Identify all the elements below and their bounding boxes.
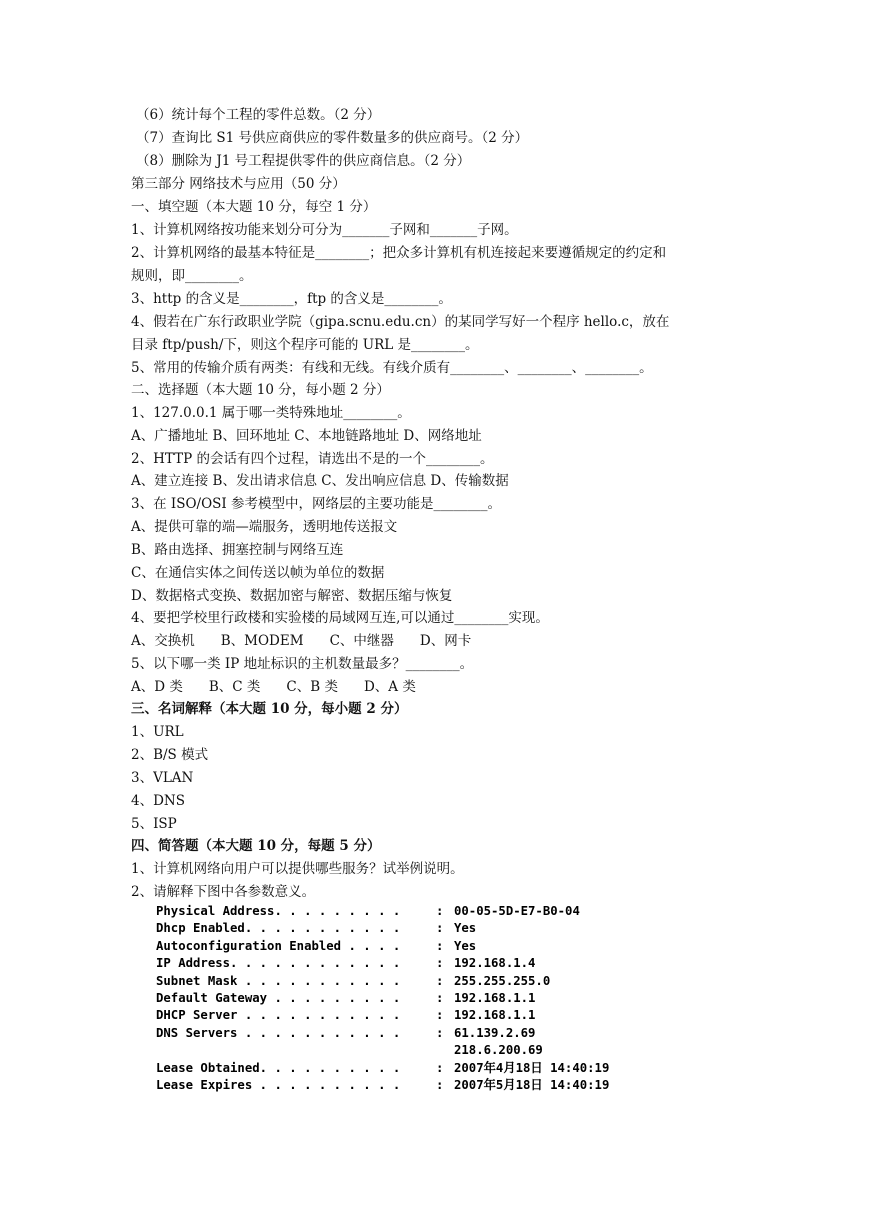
ipconfig-value: 192.168.1.1 <box>454 990 536 1005</box>
ipconfig-value: 192.168.1.1 <box>454 1008 536 1023</box>
fill-blank-q4-line2: 目录 ftp/push/下，则这个程序可能的 URL 是________。 <box>131 337 479 353</box>
choice-q3-option-d: D、数据格式变换、数据加密与解密、数据压缩与恢复 <box>131 588 453 604</box>
ipconfig-separator: : <box>436 904 444 918</box>
ipconfig-row <box>156 973 609 990</box>
choice-q4-option: B、MODEM <box>220 633 304 649</box>
question-8: （8）删除为 J1 号工程提供零件的供应商信息。（2 分） <box>136 153 471 169</box>
ipconfig-label: Lease Obtained. . . . . . . . . . <box>156 1060 401 1075</box>
ipconfig-row <box>156 1042 609 1059</box>
ipconfig-label: Subnet Mask . . . . . . . . . . . <box>156 973 401 988</box>
choice-q4-options <box>131 632 851 650</box>
choice-q5-options <box>131 678 851 696</box>
ipconfig-value: 61.139.2.69 <box>454 1025 536 1040</box>
short-answer-heading: 四、简答题（本大题 10 分，每题 5 分） <box>131 838 381 854</box>
term-item: 5、ISP <box>131 816 177 832</box>
fill-blank-q4-line1: 4、假若在广东行政职业学院（gipa.scnu.edu.cn）的某同学写好一个程序 hello.c，放在 <box>131 314 670 330</box>
question-7: （7）查询比 S1 号供应商供应的零件数量多的供应商号。（2 分） <box>136 130 529 146</box>
terms-heading: 三、名词解释（本大题 10 分，每小题 2 分） <box>131 701 408 717</box>
ipconfig-value: 218.6.200.69 <box>454 1043 543 1058</box>
choice-q5-option: D、A 类 <box>363 679 416 695</box>
term-item: 3、VLAN <box>131 770 194 786</box>
short-answer-q1: 1、计算机网络向用户可以提供哪些服务？试举例说明。 <box>131 861 464 877</box>
ipconfig-row <box>156 1077 609 1094</box>
choice-q5-option: B、C 类 <box>208 679 261 695</box>
choice-q4-option: A、交换机 <box>131 633 195 649</box>
choice-q5-option: C、B 类 <box>286 679 338 695</box>
choice-q3: 3、在 ISO/OSI 参考模型中，网络层的主要功能是________。 <box>131 496 502 512</box>
ipconfig-separator: : <box>436 921 444 936</box>
choice-q2: 2、HTTP 的会话有四个过程，请选出不是的一个________。 <box>131 451 494 467</box>
short-answer-q2: 2、请解释下图中各参数意义。 <box>131 884 316 900</box>
choice-q4: 4、要把学校里行政楼和实验楼的局域网互连,可以通过________实现。 <box>131 610 549 626</box>
ipconfig-separator: : <box>436 1025 444 1040</box>
ipconfig-label: Autoconfiguration Enabled . . . . <box>156 938 401 953</box>
ipconfig-row <box>156 1025 609 1042</box>
fill-blank-q2-line2: 规则，即________。 <box>131 268 253 284</box>
ipconfig-row <box>156 990 609 1007</box>
ipconfig-value: Yes <box>454 938 477 953</box>
ipconfig-label: DNS Servers . . . . . . . . . . . <box>156 1025 401 1040</box>
ipconfig-value: 2007年4月18日 14:40:19 <box>454 1060 610 1075</box>
choice-q1-options: A、广播地址 B、回环地址 C、本地链路地址 D、网络地址 <box>131 428 482 444</box>
ipconfig-label: DHCP Server . . . . . . . . . . . <box>156 1008 401 1023</box>
ipconfig-separator: : <box>436 1008 444 1023</box>
fill-blank-heading: 一、填空题（本大题 10 分，每空 1 分） <box>131 199 377 215</box>
ipconfig-row <box>156 938 609 955</box>
ipconfig-label: Default Gateway . . . . . . . . . <box>156 990 401 1005</box>
ipconfig-label: IP Address. . . . . . . . . . . . <box>156 956 401 971</box>
ipconfig-separator: : <box>436 1077 444 1092</box>
ipconfig-separator: : <box>436 956 444 971</box>
fill-blank-q5: 5、常用的传输介质有两类：有线和无线。有线介质有________、________、________。 <box>131 360 653 376</box>
ipconfig-value: 2007年5月18日 14:40:19 <box>454 1077 610 1092</box>
ipconfig-label: Physical Address. . . . . . . . . <box>156 904 401 918</box>
choice-q1: 1、127.0.0.1 属于哪一类特殊地址________。 <box>131 405 411 421</box>
ipconfig-row <box>156 1060 609 1077</box>
choice-heading: 二、选择题（本大题 10 分，每小题 2 分） <box>131 382 390 398</box>
ipconfig-row <box>156 920 609 937</box>
ipconfig-separator: : <box>436 990 444 1005</box>
fill-blank-q1: 1、计算机网络按功能来划分可分为_______子网和_______子网。 <box>131 222 518 238</box>
ipconfig-separator: : <box>436 1060 444 1075</box>
part3-title: 第三部分 网络技术与应用（50 分） <box>131 176 346 192</box>
choice-q3-option-a: A、提供可靠的端—端服务，透明地传送报文 <box>131 519 398 535</box>
choice-q4-option: D、网卡 <box>419 633 472 649</box>
ipconfig-value: 255.255.255.0 <box>454 973 551 988</box>
choice-q3-option-b: B、路由选择、拥塞控制与网络互连 <box>131 542 344 558</box>
ipconfig-value: 192.168.1.4 <box>454 956 536 971</box>
ipconfig-separator: : <box>436 973 444 988</box>
ipconfig-separator: : <box>436 938 444 953</box>
term-item: 1、URL <box>131 724 184 740</box>
choice-q5-option: A、D 类 <box>131 679 183 695</box>
choice-q2-options: A、建立连接 B、发出请求信息 C、发出响应信息 D、传输数据 <box>131 473 509 489</box>
choice-q3-option-c: C、在通信实体之间传送以帧为单位的数据 <box>131 565 385 581</box>
ipconfig-value: Yes <box>454 921 477 936</box>
ipconfig-row <box>156 903 609 920</box>
ipconfig-value: 00-05-5D-E7-B0-04 <box>454 904 580 918</box>
ipconfig-output <box>156 903 609 1094</box>
ipconfig-row <box>156 1007 609 1024</box>
ipconfig-label: Lease Expires . . . . . . . . . . <box>156 1077 401 1092</box>
choice-q4-option: C、中继器 <box>329 633 394 649</box>
choice-q5: 5、以下哪一类 IP 地址标识的主机数量最多？________。 <box>131 656 474 672</box>
term-item: 2、B/S 模式 <box>131 747 209 763</box>
fill-blank-q2-line1: 2、计算机网络的最基本特征是________；把众多计算机有机连接起来要遵循规定的约定和 <box>131 245 667 261</box>
fill-blank-q3: 3、http 的含义是________，ftp 的含义是________。 <box>131 291 452 307</box>
question-6: （6）统计每个工程的零件总数。（2 分） <box>136 107 381 123</box>
term-item: 4、DNS <box>131 793 185 809</box>
ipconfig-row <box>156 955 609 972</box>
ipconfig-label: Dhcp Enabled. . . . . . . . . . . <box>156 921 401 936</box>
